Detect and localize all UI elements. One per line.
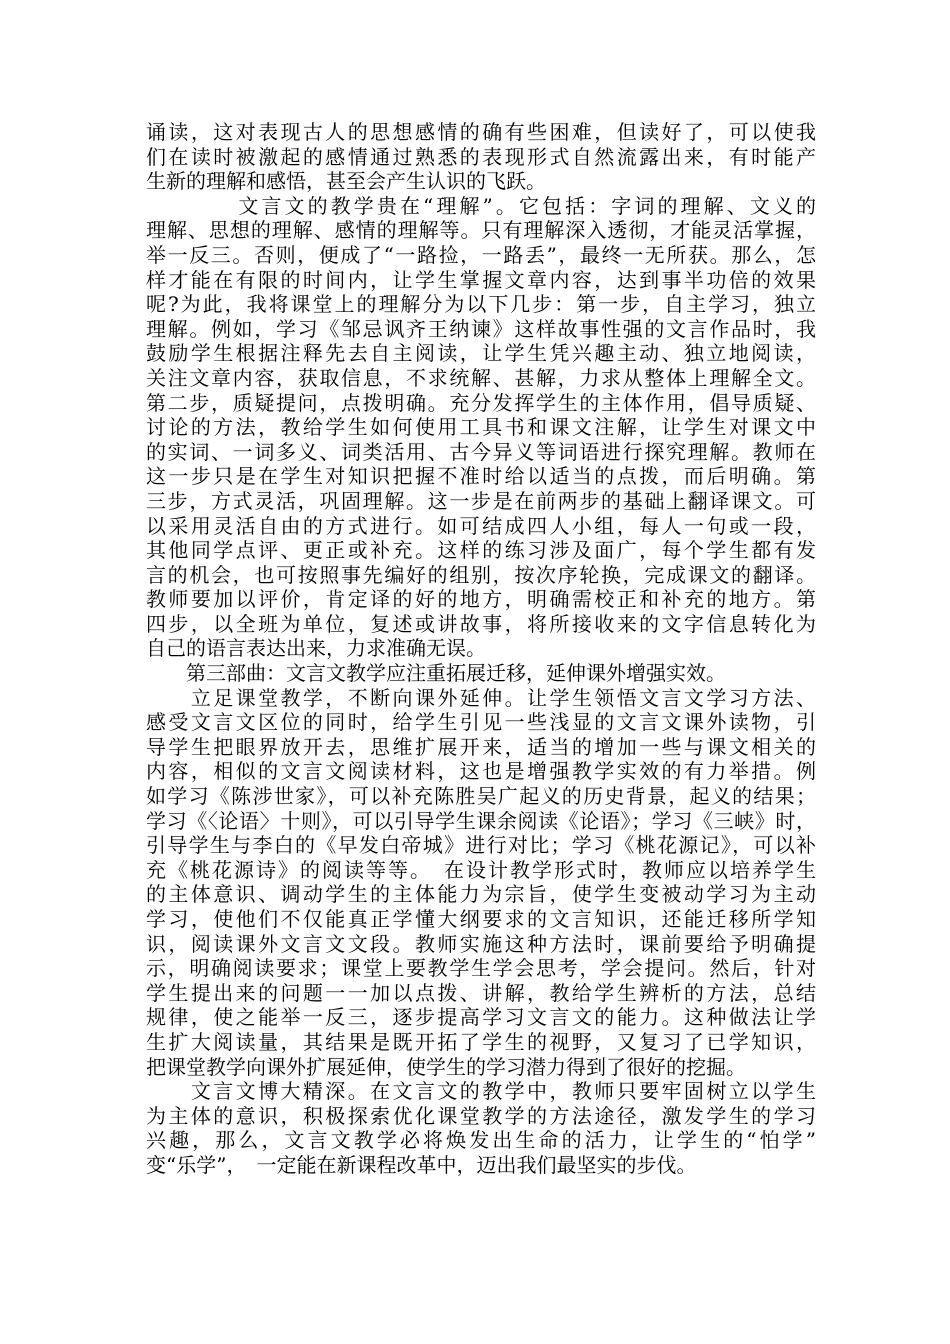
paragraph bbox=[146, 1079, 816, 1177]
text-line: 教师要加以评价，肯定译的好的地方，明确需校正和补充的地方。第 bbox=[146, 587, 816, 612]
text-line: 诵读，这对表现古人的思想感情的确有些困难，但读好了，可以使我 bbox=[146, 120, 816, 144]
text-line: 充《桃花源诗》的阅读等等。 在设计教学形式时，教师应以培养学生 bbox=[146, 857, 816, 882]
text-line: 第三部曲：文言文教学应注重拓展迁移，延伸课外增强实效。 bbox=[146, 661, 726, 686]
text-line: 感受文言文区位的同时，给学生引见一些浅显的文言文课外读物，引 bbox=[146, 710, 816, 735]
text-line: 示，明确阅读要求；课堂上要教学生学会思考，学会提问。然后，针对 bbox=[146, 956, 816, 981]
text-line: 兴趣，那么，文言文教学必将焕发出生命的活力，让学生的“怕学” bbox=[146, 1128, 816, 1153]
text-line: 们在读时被激起的感情通过熟悉的表现形式自然流露出来，有时能产 bbox=[146, 144, 816, 169]
text-line: 文言文博大精深。在文言文的教学中，教师只要牢固树立以学生 bbox=[146, 1079, 816, 1104]
paragraph bbox=[146, 194, 816, 661]
text-line: 样才能在有限的时间内，让学生掌握文章内容，达到事半功倍的效果 bbox=[146, 267, 816, 292]
text-line: 的主体意识、调动学生的主体能力为宗旨，使学生变被动学习为主动 bbox=[146, 882, 816, 907]
text-line: 规律，使之能举一反三，逐步提高学习文言文的能力。这种做法让学 bbox=[146, 1005, 816, 1030]
text-line: 理解。例如，学习《邹忌讽齐王纳谏》这样故事性强的文言作品时，我 bbox=[146, 316, 816, 341]
text-line: 自己的语言表达出来，力求准确无误。 bbox=[146, 636, 486, 661]
text-line: 言的机会，也可按照事先编好的组别，按次序轮换，完成课文的翻译。 bbox=[146, 562, 816, 587]
text-line: 变“乐学”， 一定能在新课程改革中，迈出我们最坚实的步伐。 bbox=[146, 1152, 697, 1177]
text-line: 呢?为此，我将课堂上的理解分为以下几步：第一步，自主学习，独立 bbox=[146, 292, 816, 317]
text-line: 引导学生与李白的《早发白帝城》进行对比；学习《桃花源记》，可以补 bbox=[146, 833, 816, 858]
text-line: 以采用灵活自由的方式进行。如可结成四人小组，每人一句或一段， bbox=[146, 513, 816, 538]
text-line: 导学生把眼界放开去，思维扩展开来，适当的增加一些与课文相关的 bbox=[146, 734, 816, 759]
text-line: 举一反三。否则，便成了“一路捡，一路丢”，最终一无所获。那么，怎 bbox=[146, 242, 816, 267]
text-line: 关注文章内容，获取信息，不求统解、甚解，力求从整体上理解全文。 bbox=[146, 365, 816, 390]
text-line: 生新的理解和感悟，甚至会产生认识的飞跃。 bbox=[146, 169, 546, 194]
text-line: 第二步，质疑提问，点拨明确。充分发挥学生的主体作用，倡导质疑、 bbox=[146, 390, 816, 415]
document-body bbox=[146, 120, 816, 1178]
text-line: 内容，相似的文言文阅读材料，这也是增强教学实效的有力举措。例 bbox=[146, 759, 816, 784]
text-line: 为主体的意识，积极探索优化课堂教学的方法途径，激发学生的学习 bbox=[146, 1103, 816, 1128]
text-line: 这一步只是在学生对知识把握不准时给以适当的点拨，而后明确。第 bbox=[146, 464, 816, 489]
text-line: 讨论的方法，教给学生如何使用工具书和课文注解，让学生对课文中 bbox=[146, 415, 816, 440]
text-line: 学生提出来的问题一一加以点拨、讲解，教给学生辨析的方法，总结 bbox=[146, 980, 816, 1005]
paragraph bbox=[146, 661, 816, 686]
text-line: 把课堂教学向课外扩展延伸，使学生的学习潜力得到了很好的挖掘。 bbox=[146, 1054, 746, 1079]
text-line: 的实词、一词多义、词类活用、古今异义等词语进行探究理解。教师在 bbox=[146, 439, 816, 464]
text-line: 生扩大阅读量，其结果是既开拓了学生的视野，又复习了已学知识， bbox=[146, 1029, 816, 1054]
text-line: 学习，使他们不仅能真正学懂大纲要求的文言知识，还能迁移所学知 bbox=[146, 907, 816, 931]
text-line: 立足课堂教学，不断向课外延伸。让学生领悟文言文学习方法、 bbox=[146, 685, 816, 710]
text-line: 学习《〈论语〉十则》，可以引导学生课余阅读《论语》；学习《三峡》时， bbox=[146, 808, 816, 833]
paragraph bbox=[146, 686, 816, 1080]
text-line: 识，阅读课外文言文文段。教师实施这种方法时，课前要给予明确提 bbox=[146, 931, 816, 956]
text-line: 四步，以全班为单位，复述或讲故事，将所接收来的文字信息转化为 bbox=[146, 611, 816, 636]
text-line: 理解、思想的理解、感情的理解等。只有理解深入透彻，才能灵活掌握， bbox=[146, 218, 816, 243]
text-line: 如学习《陈涉世家》，可以补充陈胜吴广起义的历史背景，起义的结果； bbox=[146, 784, 816, 809]
text-line: 鼓励学生根据注释先去自主阅读，让学生凭兴趣主动、独立地阅读， bbox=[146, 341, 816, 366]
text-line: 其他同学点评、更正或补充。这样的练习涉及面广，每个学生都有发 bbox=[146, 538, 816, 563]
paragraph bbox=[146, 120, 816, 194]
text-line: 文言文的教学贵在“理解”。它包括：字词的理解、文义的 bbox=[146, 193, 816, 218]
text-line: 三步，方式灵活，巩固理解。这一步是在前两步的基础上翻译课文。可 bbox=[146, 488, 816, 513]
